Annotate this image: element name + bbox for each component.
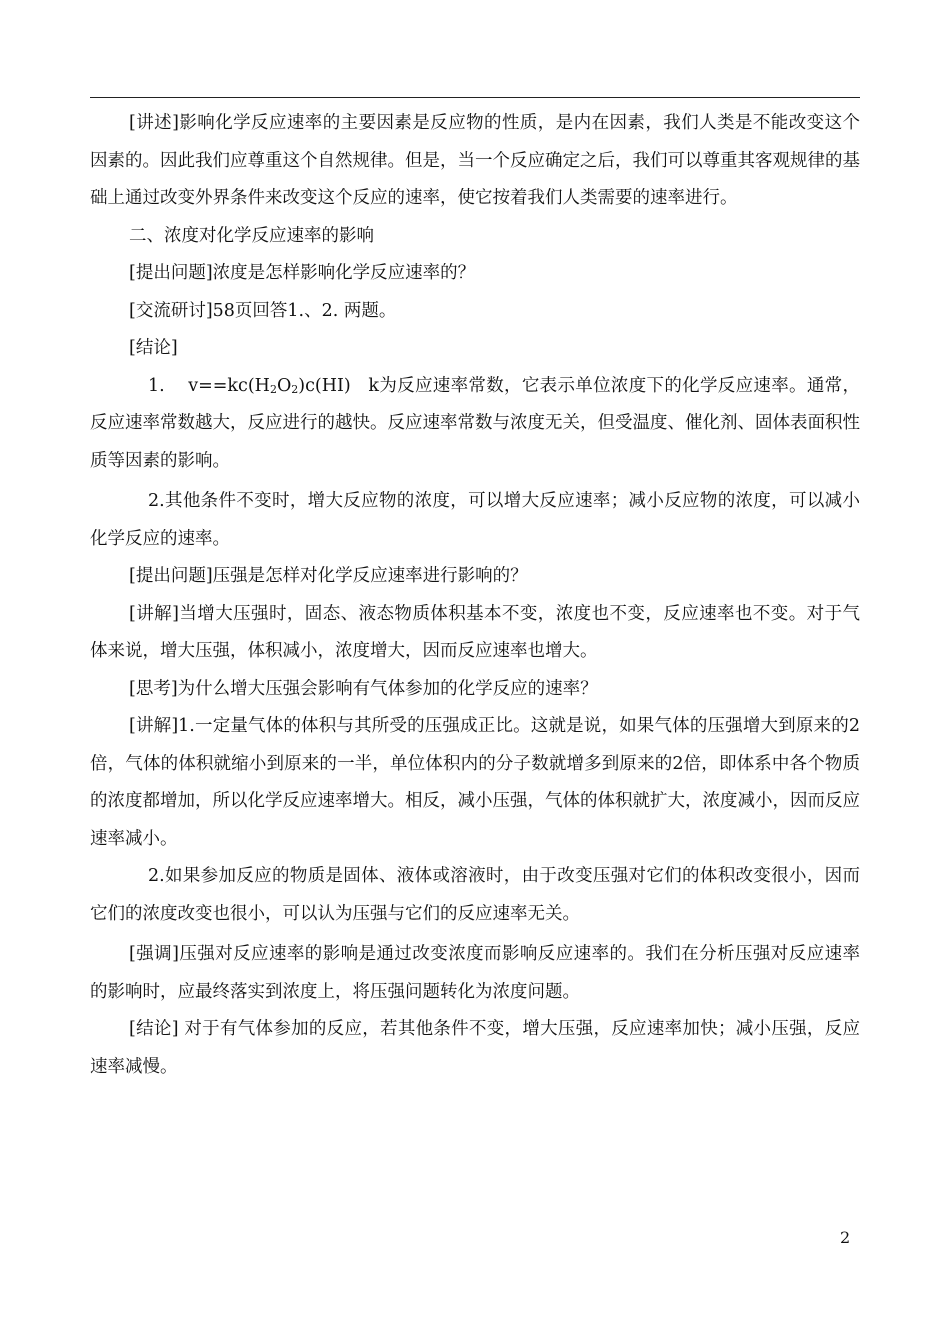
formula-explanation: k为反应速率常数，它表示单位浓度下的化学反应速率。通常，反应速率常数越大，反应进行的越快。反应速率常数与浓度无关，但受温度、催化剂、固体表面积性质等因素的影响。	[90, 375, 860, 471]
paragraph-rate-formula	[90, 368, 860, 481]
paragraph-pressure-conclusion: [结论] 对于有气体参加的反应，若其他条件不变，增大压强，反应速率加快；减小压强，反应速率减慢。	[90, 1019, 860, 1077]
paragraph-lecture-intro: [讲述]影响化学反应速率的主要因素是反应物的性质，是内在因素，我们人类是不能改变这个因素的。因此我们应尊重这个自然规律。但是，当一个反应确定之后，我们可以尊重其客观规律的基础上通过改变外界条件来改变这个反应的速率，使它按着我们人类需要的速率进行。	[90, 113, 860, 208]
paragraph-explain-pressure: [讲解]当增大压强时，固态、液态物质体积基本不变，浓度也不变，反应速率也不变。对于气体来说，增大压强，体积减小，浓度增大，因而反应速率也增大。	[90, 603, 860, 661]
paragraph-solid-liquid: 2.如果参加反应的物质是固体、液体或溶液时，由于改变压强对它们的体积改变很小，因而它们的浓度改变也很小，可以认为压强与它们的反应速率无关。	[90, 866, 860, 924]
formula-number: 1.	[148, 375, 165, 396]
paragraph-discussion: [交流研讨]58页回答1.、2. 两题。	[129, 300, 397, 321]
paragraph-question-pressure: [提出问题]压强是怎样对化学反应速率进行影响的？	[129, 566, 528, 586]
rate-equation: $v==kc(H_2O_2)c(HI)$	[188, 375, 351, 396]
paragraph-emphasis: [强调]压强对反应速率的影响是通过改变浓度而影响反应速率的。我们在分析压强对反应速率的影响时，应最终落实到浓度上，将压强问题转化为浓度问题。	[90, 944, 860, 1002]
header-rule	[90, 97, 860, 98]
paragraph-question-concentration: [提出问题]浓度是怎样影响化学反应速率的？	[129, 263, 476, 283]
document-body	[90, 105, 860, 1086]
paragraph-explain-gas-volume: [讲解]1.一定量气体的体积与其所受的压强成正比。这就是说，如果气体的压强增大到原来的2倍，气体的体积就缩小到原来的一半，单位体积内的分子数就增多到原来的2倍，即体系中各个物质的浓度都增加，所以化学反应速率增大。相反，减小压强，气体的体积就扩大，浓度减小，因而反应速率减小。	[90, 716, 860, 849]
paragraph-concentration-conclusion: 2.其他条件不变时，增大反应物的浓度，可以增大反应速率；减小反应物的浓度，可以减小化学反应的速率。	[90, 491, 860, 549]
paragraph-conclusion-label: [结论]	[129, 338, 178, 358]
page-number: 2	[840, 1228, 851, 1247]
section-heading-concentration: 二、浓度对化学反应速率的影响	[129, 225, 374, 246]
paragraph-think: [思考]为什么增大压强会影响有气体参加的化学反应的速率？	[129, 678, 598, 699]
